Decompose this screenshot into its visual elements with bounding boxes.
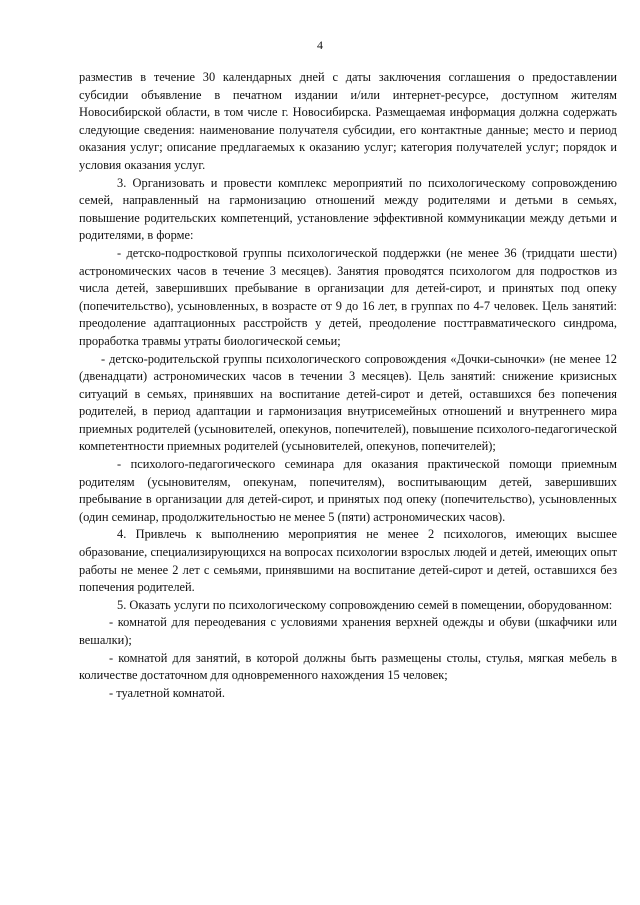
paragraph-item-3: 3. Организовать и провести комплекс мероприятий по психологическому сопровождению семей, направленный на гармонизацию отношений между родителями и детьми в семьях, повышение родительских компетенций, установление эффективной коммуникации между детьми и родителями, в форме: [79, 175, 617, 243]
paragraph-seminar: - психолого-педагогического семинара для оказания практической помощи приемным родителям (усыновителям, опекунам, попечителям), воспитывающим детей, завершивших пребывание в организации для детей-сирот, и принятых под опеку (попечительство), усыновленных (один семинар, продолжительностью не менее 5 (пяти) астрономических часов). [79, 457, 617, 524]
paragraph-item-5: 5. Оказать услуги по психологическому сопровождению семей в помещении, оборудованном: [117, 597, 613, 612]
paragraph-changing-room: - комнатой для переодевания с условиями хранения верхней одежды и обуви (шкафчики или вешалки); [79, 615, 617, 647]
paragraph-teen-support-group: - детско-подростковой группы психологической поддержки (не менее 36 (тридцати шести) астрономических часов в течение 3 месяцев). Занятия проводятся психологом для подростков из числа детей, завершивших пребывание в организации для детей-сирот, и принятых под опеку (попечительство), усыновленных, в возрасте от 9 до 16 лет, в группах по 4-7 человек. Цель занятий: преодоление адаптационных расстройств у детей, преодоление посттравматического синдрома, проработка травмы утраты биологической семьи; [79, 245, 617, 348]
paragraph-restroom: - туалетной комнатой. [109, 685, 225, 700]
document-body [79, 69, 617, 702]
paragraph-item-4: 4. Привлечь к выполнению мероприятия не менее 2 психологов, имеющих высшее образование, специализирующихся на вопросах психологии взрослых людей и детей, имеющих опыт работы не менее 2 лет с семьями, принявшими на воспитание детей-сирот и детей, оставшихся без попечения родителей. [79, 527, 617, 595]
paragraph-parent-child-group: - детско-родительской группы психологического сопровождения «Дочки-сыночки» (не менее 12 (двенадцати) астрономических часов в течении 3 месяцев). Цель занятий: снижение кризисных ситуаций в семьях, принявших на воспитание детей-сирот и детей, оставшихся без попечения родителей, в период адаптации и гармонизация внутрисемейных отношений и внутреннего мира приемных родителей (усыновителей, опекунов, попечителей), повышение психолого-педагогической компетентности приемных родителей (усыновителей, опекунов, попечителей); [79, 351, 617, 454]
paragraph-activity-room: - комнатой для занятий, в которой должны быть размещены столы, стулья, мягкая мебель в количестве достаточном для одновременного нахождения 15 человек; [79, 650, 617, 683]
page-number: 4 [317, 38, 323, 52]
paragraph-announcement: разместив в течение 30 календарных дней с даты заключения соглашения о предоставлении субсидии объявление в печатном издании и/или интернет-ресурсе, доступном жителям Новосибирской области, в том числе г. Новосибирска. Размещаемая информация должна содержать следующие сведения: наименование получателя субсидии, его контактные данные; место и период оказания услуг; описание предлагаемых к оказанию услуг; категория получателей услуг; порядок и условия оказания услуг. [79, 70, 617, 172]
